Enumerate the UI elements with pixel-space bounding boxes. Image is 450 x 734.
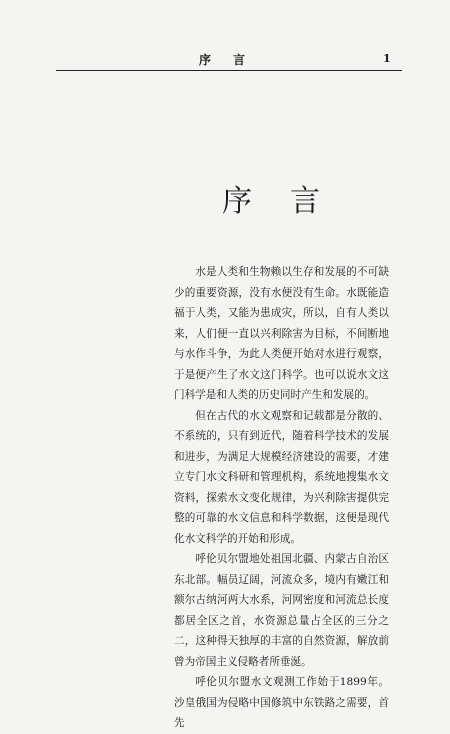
page-number: 1 bbox=[383, 52, 391, 65]
paragraph: 呼伦贝尔盟水文观测工作始于1899年。沙皇俄国为侵略中国修筑中东铁路之需要，首先 bbox=[174, 676, 389, 729]
body-text bbox=[174, 262, 389, 734]
running-header-title: 序言 bbox=[199, 53, 268, 67]
paragraph: 呼伦贝尔盟地处祖国北疆、内蒙古自治区东北部。幅员辽阔，河流众多，境内有嫩江和额尔古纳河两大水系，河网密度和河流总长度都居全区之首，水资源总量占全区的三分之二，这种得天独厚的丰富的自然资源，解放前曾为帝国主义侵略者所垂涎。 bbox=[174, 553, 389, 668]
paragraph: 但在古代的水文观察和记载都是分散的、不系统的，只有到近代，随着科学技术的发展和进步，为满足大规模经济建设的需要，才建立专门水文科研和管理机构，系统地搜集水文资料，探索水文变化规律，为兴利除害提供完整的可靠的水文信息和科学数据，这便是现代化水文科学的开始和形成。 bbox=[174, 409, 389, 545]
header-rule bbox=[56, 70, 402, 71]
chapter-title: 序言 bbox=[222, 184, 358, 219]
paragraph: 水是人类和生物赖以生存和发展的不可缺少的重要资源，没有水便没有生命。水既能造福于人类，又能为患成灾，所以，自有人类以来，人们便一直以兴利除害为目标，不间断地与水作斗争，为此人类便开始对水进行观察，于是便产生了水文这门科学。也可以说水文这门科学是和人类的历史同时产生和发展的。 bbox=[174, 266, 389, 401]
